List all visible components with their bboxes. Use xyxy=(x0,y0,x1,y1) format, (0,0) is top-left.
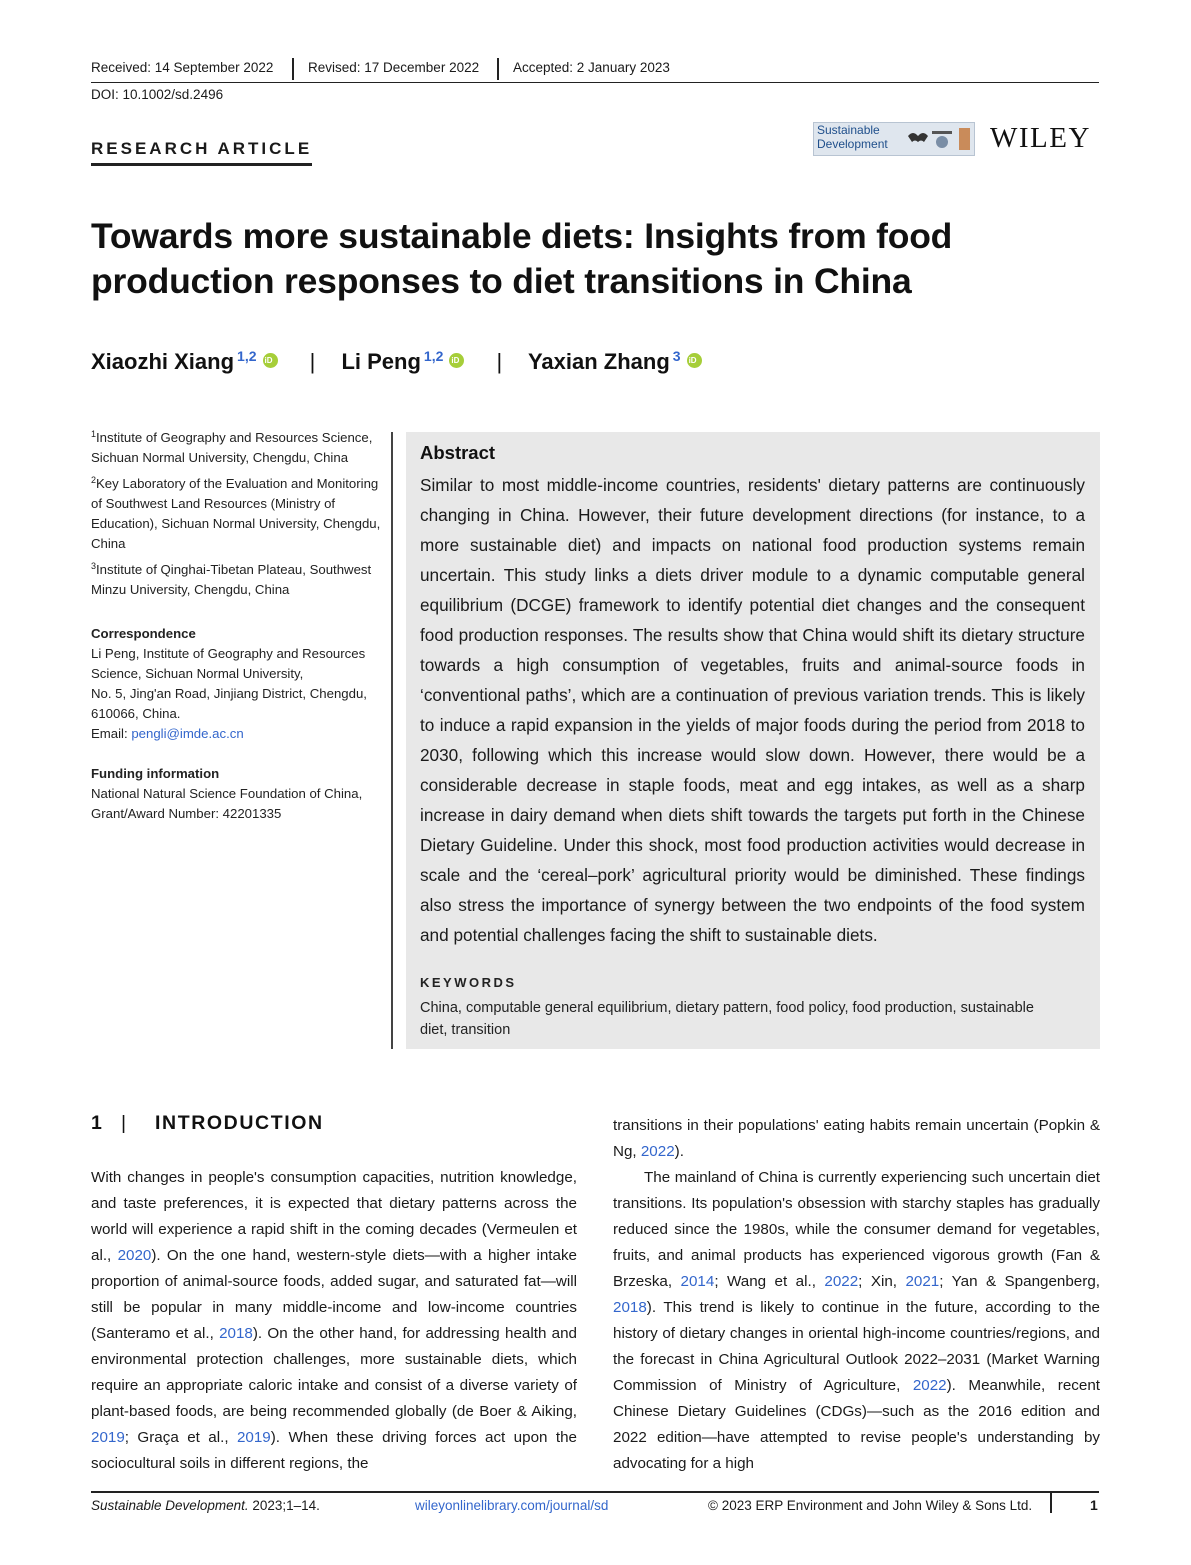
body-text: ). This trend is likely to continue in the future, according to the history of dietary changes in oriental high-income countries/regions, and the forecast in China Agricultural Outlook 2022–2031 (Market Warning Commission of Ministry of Agriculture, xyxy=(613,1299,1100,1394)
author-separator: | xyxy=(496,349,503,374)
author-affiliation[interactable]: 3 xyxy=(672,348,681,364)
citation-link[interactable]: 2019 xyxy=(236,1429,271,1446)
journal-logo-line1: Sustainable xyxy=(817,123,880,137)
body-text: ). Meanwhile, recent Chinese Dietary Guidelines (CDGs)—such as the 2016 edition and 2022 edition—have attempted to revise people's understanding by advocating for a high xyxy=(613,1377,1100,1472)
author-affiliation[interactable]: 1,2 xyxy=(423,348,444,364)
keywords-list: China, computable general equilibrium, dietary pattern, food policy, food production, sustainable diet, transition xyxy=(420,1000,1034,1038)
correspondence-line: Li Peng, Institute of Geography and Resources Science, Sichuan Normal University, xyxy=(91,646,366,681)
orcid-icon[interactable] xyxy=(449,353,464,368)
journal-logo-line2: Development xyxy=(817,137,888,151)
affiliation-number: 1 xyxy=(91,429,97,439)
citation-link[interactable]: 2021 xyxy=(905,1273,940,1290)
paragraph xyxy=(613,1113,1100,1165)
affiliation xyxy=(91,428,381,468)
citation-link[interactable]: 2018 xyxy=(219,1325,253,1342)
accepted-date: Accepted: 2 January 2023 xyxy=(513,60,670,75)
body-text: ). xyxy=(674,1143,684,1160)
author-separator: | xyxy=(309,349,316,374)
funding-text: National Natural Science Foundation of China, Grant/Award Number: 42201335 xyxy=(91,786,363,821)
author-name[interactable]: Xiaozhi Xiang xyxy=(91,349,235,374)
affiliation-text: Institute of Qinghai-Tibetan Plateau, Southwest Minzu University, Chengdu, China xyxy=(91,562,372,597)
footer-citation xyxy=(91,1498,320,1513)
body-text: ; Wang et al., xyxy=(714,1273,825,1290)
footer-url-link[interactable]: wileyonlinelibrary.com/journal/sd xyxy=(415,1498,609,1513)
footer-separator xyxy=(1050,1493,1052,1513)
citation-link[interactable]: 2019 xyxy=(91,1429,125,1446)
citation-link[interactable]: 2018 xyxy=(613,1299,647,1316)
abstract-heading: Abstract xyxy=(420,442,496,463)
citation-link[interactable]: 2022 xyxy=(824,1273,859,1290)
footer-journal-name: Sustainable Development. xyxy=(91,1498,249,1513)
body-text: With changes in people's consumption capacities, nutrition knowledge, and taste preferences, it is expected that dietary patterns across the world will experience a rapid shift in the coming decades (Vermeulen et al., xyxy=(91,1169,577,1264)
revised-date: Revised: 17 December 2022 xyxy=(308,60,480,75)
correspondence-email xyxy=(91,724,381,744)
affiliation-number: 3 xyxy=(91,561,97,571)
funding-heading: Funding information xyxy=(91,766,220,781)
journal-logo xyxy=(813,122,975,156)
author-list xyxy=(91,348,702,375)
body-column-right xyxy=(613,1113,1100,1477)
body-text: ). On the one hand, western-style diets—with a higher intake proportion of animal-source foods, added sugar, and saturated fat—will still be popular in many middle-income and low-income countries (Santeramo et al., xyxy=(91,1247,577,1342)
correspondence-heading: Correspondence xyxy=(91,626,196,641)
orcid-icon[interactable] xyxy=(263,353,278,368)
body-text: ). On the other hand, for addressing health and environmental protection challenges, more sustainable diets, which require an appropriate caloric intake and consist of a diverse variety of plant-based foods, are being recommended globally (de Boer & Aiking, xyxy=(91,1325,577,1420)
section-separator: | xyxy=(121,1112,128,1134)
section-number: 1 xyxy=(91,1112,104,1134)
citation-link[interactable]: 2014 xyxy=(680,1273,715,1290)
body-text: ). When these driving forces act upon the sociocultural soils in different regions, the xyxy=(91,1429,577,1472)
affiliation xyxy=(91,560,381,600)
paragraph xyxy=(613,1165,1100,1477)
keywords-heading: KEYWORDS xyxy=(420,975,517,990)
footer-volume: 2023;1–14. xyxy=(248,1498,320,1513)
affiliation-text: Key Laboratory of the Evaluation and Monitoring of Southwest Land Resources (Ministry of Education), Sichuan Normal University, Chengdu, China xyxy=(91,476,381,551)
correspondence-line: No. 5, Jing'an Road, Jinjiang District, Chengdu, 610066, China. xyxy=(91,686,367,721)
orcid-icon[interactable] xyxy=(687,353,702,368)
author-affiliation[interactable]: 1,2 xyxy=(237,348,257,364)
body-text: The mainland of China is currently experiencing such uncertain diet transitions. Its population's obsession with starchy staples has gradually reduced since the 1980s, while the consumer demand for vegetables, fruits, and animal products has experienced vigorous growth (Fan & Brzeska, xyxy=(613,1169,1100,1290)
publisher-logo: WILEY xyxy=(990,122,1091,154)
citation-link[interactable]: 2020 xyxy=(117,1247,152,1264)
email-label: Email: xyxy=(91,726,132,741)
sidebar-divider xyxy=(391,432,393,1049)
citation-link[interactable]: 2022 xyxy=(912,1377,947,1394)
footer-divider xyxy=(91,1491,1099,1493)
divider xyxy=(497,58,499,80)
body-text: ; Yan & Spangenberg, xyxy=(939,1273,1100,1290)
section-heading xyxy=(91,1112,324,1135)
body-text: ; Graça et al., xyxy=(124,1429,237,1446)
page-number: 1 xyxy=(1090,1497,1098,1513)
doi[interactable]: DOI: 10.1002/sd.2496 xyxy=(91,87,224,102)
journal-emblem-icon xyxy=(902,128,970,150)
affiliation-text: Institute of Geography and Resources Science, Sichuan Normal University, Chengdu, China xyxy=(91,430,373,465)
footer-copyright: © 2023 ERP Environment and John Wiley & Sons Ltd. xyxy=(708,1498,1033,1513)
affiliation-number: 2 xyxy=(91,475,97,485)
article-info-sidebar xyxy=(91,428,381,824)
author-name[interactable]: Li Peng xyxy=(341,349,421,374)
received-date: Received: 14 September 2022 xyxy=(91,60,274,75)
author-name[interactable]: Yaxian Zhang xyxy=(527,349,670,374)
article-type: RESEARCH ARTICLE xyxy=(91,139,312,166)
article-title: Towards more sustainable diets: Insights from food production responses to diet transitions in China xyxy=(91,216,953,301)
citation-link[interactable]: 2022 xyxy=(640,1143,675,1160)
body-text: transitions in their populations' eating habits remain uncertain (Popkin & Ng, xyxy=(613,1117,1100,1160)
publication-dates xyxy=(91,58,1099,83)
affiliation xyxy=(91,474,381,554)
abstract-text: Similar to most middle-income countries, residents' dietary patterns are continuously changing in China. However, their future development directions (for instance, to a more sustainable diet) and impacts on national food production systems remain uncertain. This study links a diets driver module to a dynamic computable general equilibrium (DCGE) framework to identify potential diet changes and the consequent food production responses. The results show that China would shift its dietary structure towards a high consumption of vegetables, fruits and animal-source foods in ‘conventional paths’, which are a continuation of previous variation trends. This is likely to induce a rapid expansion in the yields of major foods during the period from 2018 to 2030, following which this increase would slow down. However, there would be a considerable decrease in staple foods, meat and egg intakes, as well as a sharp increase in dairy demand when diets shift towards the targets put forth in the Chinese Dietary Guideline. Under this shock, most food production activities would decrease in scale and the ‘cereal–pork’ agricultural priority would be diminished. These findings also stress the importance of synergy between the two endpoints of the food system and potential challenges facing the shift to sustainable diets. xyxy=(420,475,1085,945)
body-column-left xyxy=(91,1165,577,1477)
body-text: ; Xin, xyxy=(858,1273,906,1290)
section-title: INTRODUCTION xyxy=(155,1112,324,1134)
email-link[interactable]: pengli@imde.ac.cn xyxy=(131,726,244,741)
divider xyxy=(292,58,294,80)
